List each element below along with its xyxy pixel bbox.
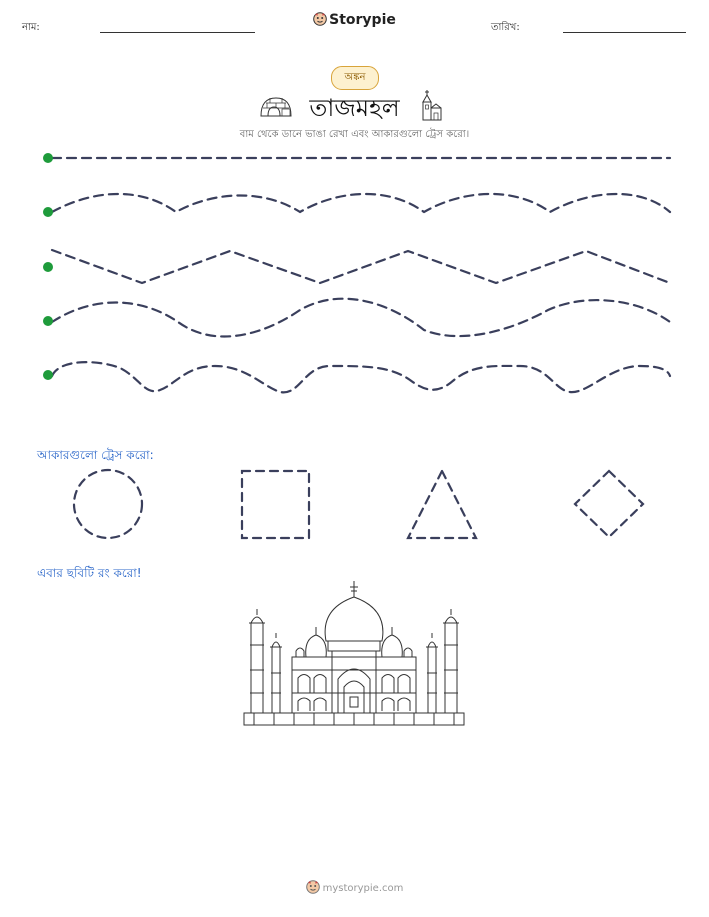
trace-square xyxy=(242,471,309,538)
instruction-text: বাম থেকে ডানে ভাঙা রেখা এবং আকারগুলো ট্রেস করো। xyxy=(239,129,470,140)
start-dot-5 xyxy=(43,370,53,380)
trace-shapes[interactable] xyxy=(0,460,709,550)
trace-diamond xyxy=(575,471,643,537)
brand-name: Storypie xyxy=(329,12,396,28)
category-badge: অঙ্কন xyxy=(331,66,379,90)
footer xyxy=(0,880,709,894)
start-dot-1 xyxy=(43,153,53,163)
start-dot-2 xyxy=(43,207,53,217)
trace-circle xyxy=(74,470,142,538)
page-title: তাজমহল xyxy=(309,94,400,122)
trace-line-loop-wave xyxy=(52,362,670,392)
trace-triangle xyxy=(408,471,476,538)
shapes-section-label: আকারগুলো ট্রেস করো: xyxy=(37,448,154,462)
footer-logo-icon xyxy=(306,880,320,894)
footer-url[interactable]: mystorypie.com xyxy=(322,883,404,894)
date-label: তারিখ: xyxy=(491,22,520,33)
trace-line-wave-2 xyxy=(52,299,670,337)
trace-line-wave xyxy=(52,194,670,212)
start-dot-3 xyxy=(43,262,53,272)
name-label: নাম: xyxy=(22,22,40,33)
taj-mahal-outline[interactable] xyxy=(240,575,468,730)
start-dot-4 xyxy=(43,316,53,326)
trace-line-zigzag xyxy=(52,250,670,283)
coloring-section-label: এবার ছবিটি রং করো! xyxy=(37,566,142,580)
trace-lines[interactable] xyxy=(0,0,709,420)
